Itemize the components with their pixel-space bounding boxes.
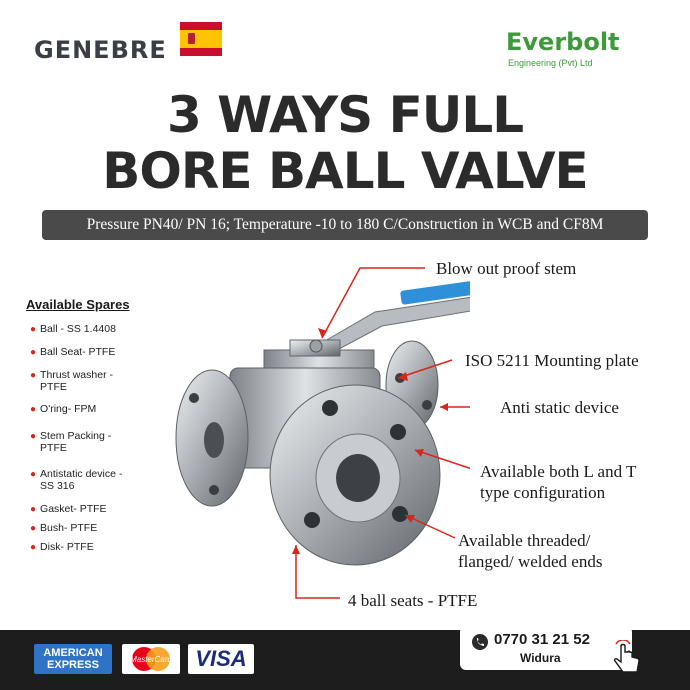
ball-valve-illustration [150,250,470,610]
callout-ball-seats: 4 ball seats - PTFE [348,591,478,610]
bullet-icon: ● [30,370,37,381]
callout-antistatic: Anti static device [500,398,619,417]
page-title-line-2: BORE BALL VALVE [102,142,588,200]
callout-ends-line-1: Available threaded/ [458,531,591,550]
callout-mounting-plate: ISO 5211 Mounting plate [465,351,639,370]
spare-item: ● Thrust washer - PTFE [30,369,113,393]
callout-configuration-line-1: Available both L and T [480,462,637,481]
callout-ends-line-2: flanged/ welded ends [458,552,603,571]
pointing-hand-icon [612,640,642,676]
spare-item: ● Disk- PTFE [30,541,94,553]
spec-banner: Pressure PN40/ PN 16; Temperature -10 to 180 C/Construction in WCB and CF8M [42,210,648,240]
svg-text:MasterCard: MasterCard [130,655,172,664]
contact-phone[interactable]: 0770 31 21 52 [494,631,590,648]
phone-icon [472,634,488,650]
page-title-line-1: 3 WAYS FULL [166,86,524,144]
genebre-logo: GENEBRE [34,36,167,64]
mastercard-icon [122,644,180,674]
bullet-icon: ● [30,504,37,515]
spain-flag-icon [180,22,222,56]
bullet-icon: ● [30,347,37,358]
spare-item: ● Antistatic device - SS 316 [30,468,123,492]
amex-card-icon: AMERICAN EXPRESS [34,644,112,674]
spare-item: ● Bush- PTFE [30,522,98,534]
callout-configuration-line-2: type configuration [480,483,606,502]
spare-item: ● Ball Seat- PTFE [30,346,116,358]
bullet-icon: ● [30,431,37,442]
bullet-icon: ● [30,542,37,553]
everbolt-subtitle: Engineering (Pvt) Ltd [508,58,593,68]
spare-item: ● O'ring- FPM [30,403,97,415]
spare-item: ● Gasket- PTFE [30,503,107,515]
bullet-icon: ● [30,324,37,335]
visa-card-icon: VISA [188,644,254,674]
spares-heading: Available Spares [26,297,130,312]
bullet-icon: ● [30,469,37,480]
spare-item: ● Stem Packing - PTFE [30,430,112,454]
bullet-icon: ● [30,523,37,534]
contact-city: Widura [520,651,561,665]
callout-stem: Blow out proof stem [436,259,577,278]
bullet-icon: ● [30,404,37,415]
spare-item: ● Ball - SS 1.4408 [30,323,116,335]
everbolt-logo: Everbolt [506,28,620,56]
